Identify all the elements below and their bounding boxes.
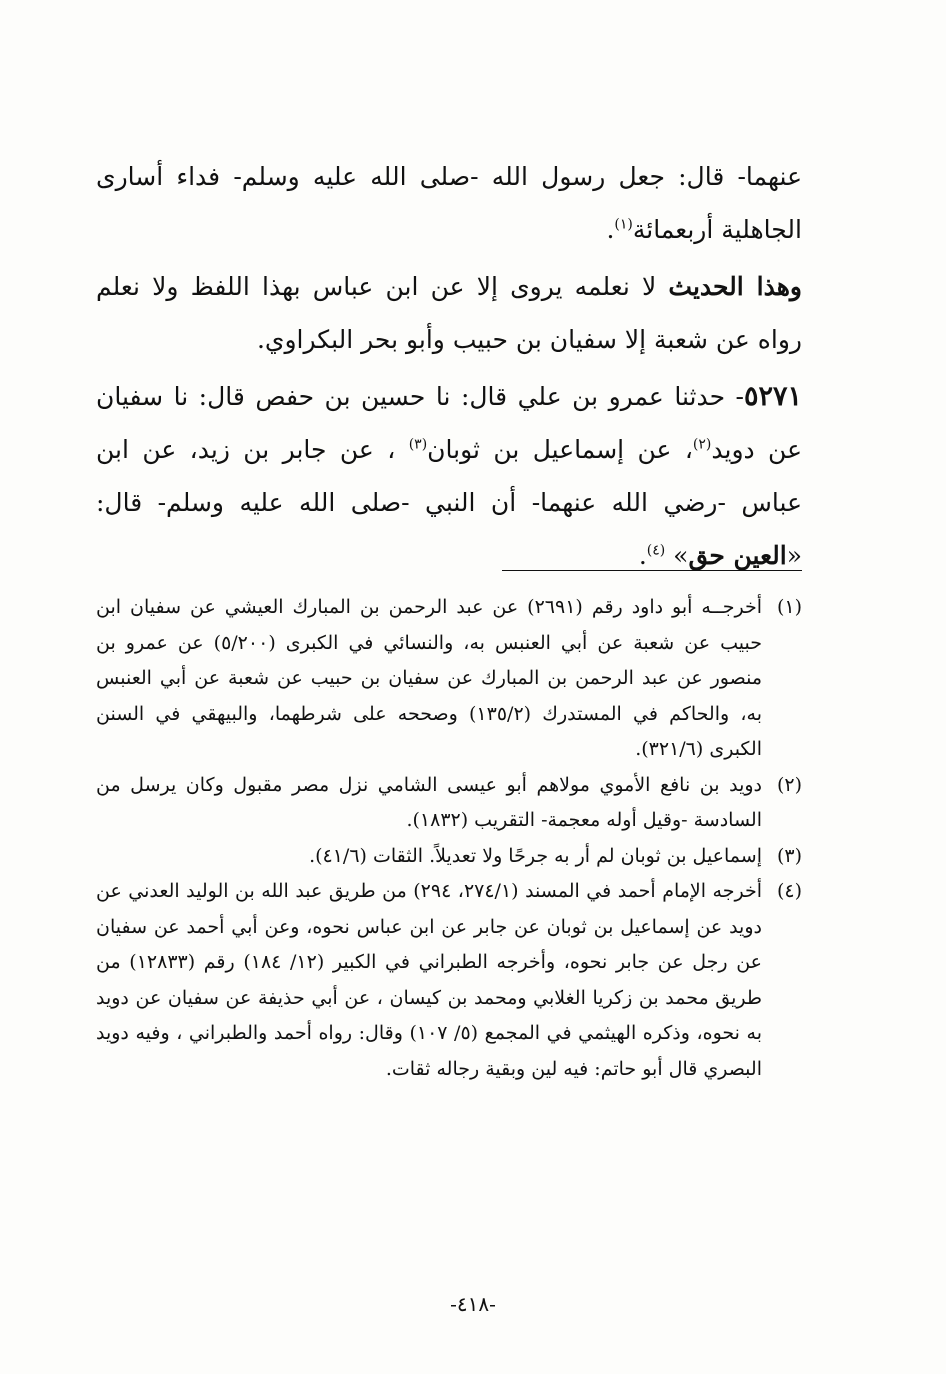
footnote-3 — [96, 839, 802, 875]
paragraph-1-text: عنهما- قال: جعل رسول الله -صلى الله عليه وسلم- فداء أسارى الجاهلية أربعمائة — [96, 162, 802, 244]
hadith-text-b: ، عن إسماعيل بن ثوبان — [427, 435, 693, 464]
footnote-ref-1[interactable]: (١) — [614, 216, 633, 233]
hadith-end: . — [638, 541, 647, 570]
hadith-text-a: - حدثنا عمرو بن علي قال: نا حسين بن حفص قال: نا سفيان عن دويد — [96, 382, 803, 464]
footnote-text: أخرجه الإمام أحمد في المسند (٢٧٤/١، ٢٩٤) من طريق عبد الله بن الوليد العدني عن دويد عن إسماعيل بن ثوبان عن جابر عن ابن عباس نحوه، وعن أبي أحمد عن سفيان عن رجل عن جابر نحوه، وأخرجه الطبراني في الكبير (١٢/ ١٨٤) رقم (١٢٨٣٣) من طريق محمد بن زكريا الغلابي ومحمد بن كيسان ، عن أبي حذيفة عن سفيان عن دويد به نحوه، وذكره الهيثمي في المجمع (٥/ ١٠٧) وقال: رواه أحمد والطبراني ، وفيه دويد البصري قال أبو حاتم: فيه لين وبقية رجاله ثقات. — [96, 880, 762, 1080]
paragraph-1-end: . — [606, 215, 615, 244]
footnote-text: دويد بن نافع الأموي مولاهم أبو عيسى الشامي نزل مصر مقبول وكان يرسل من السادسة -وقيل أوله معجمة- التقريب (١٨٣٢). — [96, 773, 762, 831]
footnote-mark: (٤) — [776, 880, 802, 902]
footnote-4 — [96, 874, 802, 1087]
footnote-text: أخرجــه أبو داود رقم (٢٦٩١) عن عبد الرحمن بن المبارك العيشي عن سفيان ابن حبيب عن شعبة عن أبي العنبس به، والنسائي في الكبرى (٥/٢٠٠) عن عمرو بن منصور عن عبد الرحمن بن المبارك عن سفيان بن حبيب عن شعبة عن أبي العنبس به، والحاكم في المستدرك (١٣٥/٢) وصححه على شرطهما، والبيهقي في السنن الكبرى (٣٢١/٦). — [96, 596, 762, 760]
footnote-text: إسماعيل بن ثوبان لم أر به جرحًا ولا تعديلاً. الثقات (٤١/٦). — [309, 844, 762, 867]
footnote-mark: (٢) — [776, 773, 802, 796]
hadith-text-d: » — [665, 541, 689, 570]
footnotes — [96, 590, 802, 1087]
footnote-ref-4[interactable]: (٤) — [646, 542, 666, 559]
footnote-separator — [502, 570, 802, 571]
paragraph-2-text: لا نعلمه يروى إلا عن ابن عباس بهذا اللفظ ولا نعلم رواه عن شعبة إلا سفيان بن حبيب وأبو بحر البكراوي. — [96, 272, 802, 354]
paragraph-1 — [96, 150, 802, 256]
footnote-mark: (٣) — [776, 844, 802, 867]
footnote-1 — [96, 590, 802, 768]
main-text — [96, 150, 802, 582]
page-number: -٤١٨- — [450, 1292, 496, 1316]
paragraph-2-lead: وهذا الحديث — [668, 272, 802, 301]
hadith-5271 — [96, 370, 802, 582]
footnote-ref-3[interactable]: (٣) — [408, 436, 428, 453]
hadith-quote: العين حق — [688, 541, 787, 570]
footnote-ref-2[interactable]: (٢) — [692, 436, 712, 453]
footnote-mark: (١) — [776, 596, 802, 618]
footnote-2 — [96, 768, 802, 839]
hadith-number: ٥٢٧١ — [743, 381, 802, 412]
hadith-text-c: ، عن جابر بن زيد، عن ابن عباس -رضي الله عنهما- أن النبي -صلى الله عليه وسلم- قال: « — [96, 435, 802, 570]
paragraph-2 — [96, 260, 802, 366]
